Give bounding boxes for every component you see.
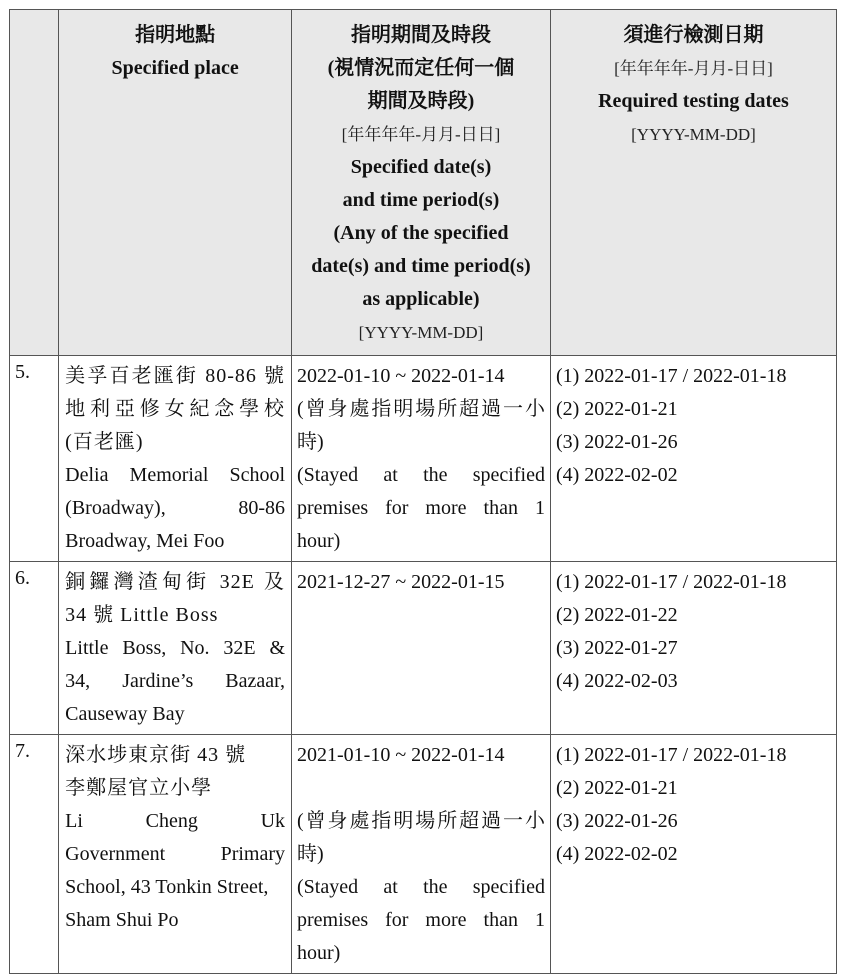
header-period-en-4: date(s) and time period(s) (311, 255, 531, 277)
testing-date: (3) 2022-01-27 (555, 637, 678, 659)
header-place-zh: 指明地點 (135, 24, 216, 46)
period-note-en-line: hour) (297, 942, 341, 964)
header-period-en-3: (Any of the specified (333, 222, 509, 244)
place-zh-line: 美孚百老匯街 80-86 號 (65, 365, 286, 387)
place-en-line: Delia Memorial School (65, 464, 286, 486)
row-number: 7. (10, 735, 59, 974)
header-place-en: Specified place (111, 57, 239, 79)
row-number: 6. (10, 562, 59, 735)
place-en-line: (Broadway), 80-86 (65, 497, 286, 519)
period-note-en-line: premises for more than 1 (297, 497, 545, 519)
period-range: 2022-01-10 ~ 2022-01-14 (297, 365, 505, 387)
place-zh-line: 地利亞修女紀念學校 (65, 398, 286, 420)
testing-date: (3) 2022-01-26 (555, 431, 678, 453)
testing-date: (4) 2022-02-02 (555, 464, 678, 486)
period-note-zh-line: (曾身處指明場所超過一小 (297, 398, 545, 420)
table-row (10, 356, 837, 562)
row-place (59, 735, 292, 974)
place-zh-line: (百老匯) (65, 431, 144, 453)
period-note-zh-line: 時) (297, 843, 324, 865)
header-period-zh-2: (視情況而定任何一個 (327, 57, 515, 79)
period-range: 2021-01-10 ~ 2022-01-14 (297, 744, 505, 766)
place-zh-line: 34 號 Little Boss (65, 604, 219, 626)
row-testing-dates (550, 735, 836, 974)
row-number: 5. (10, 356, 59, 562)
place-zh-line: 深水埗東京街 43 號 (65, 744, 247, 766)
header-dates-zh: 須進行檢測日期 (623, 24, 764, 46)
row-period (292, 735, 551, 974)
header-dates-format-zh: [年年年年-月月-日日] (614, 59, 773, 78)
header-place-cell (59, 10, 292, 356)
place-en-line: Li Cheng Uk (65, 810, 286, 832)
period-note-en-line: hour) (297, 530, 341, 552)
testing-date: (4) 2022-02-03 (555, 670, 678, 692)
period-note-zh-line: 時) (297, 431, 324, 453)
place-en-line: Government Primary (65, 843, 286, 865)
header-period-zh-3: 期間及時段) (367, 90, 475, 112)
header-period-cell (292, 10, 551, 356)
testing-date: (1) 2022-01-17 / 2022-01-18 (555, 744, 787, 766)
place-en-line: School, 43 Tonkin Street, (65, 876, 269, 898)
period-note-en-line: (Stayed at the specified (297, 876, 545, 898)
row-testing-dates (550, 356, 836, 562)
place-en-line: 34, Jardine’s Bazaar, (65, 670, 286, 692)
header-period-format-en: [YYYY-MM-DD] (358, 323, 484, 342)
period-range: 2021-12-27 ~ 2022-01-15 (297, 571, 505, 593)
header-period-format-zh: [年年年年-月月-日日] (341, 125, 501, 144)
row-place (59, 356, 292, 562)
row-place (59, 562, 292, 735)
period-note-en-line: (Stayed at the specified (297, 464, 545, 486)
period-note-en-line: premises for more than 1 (297, 909, 545, 931)
testing-date: (1) 2022-01-17 / 2022-01-18 (555, 571, 787, 593)
place-en-line: Causeway Bay (65, 703, 185, 725)
table-row (10, 562, 837, 735)
row-testing-dates (550, 562, 836, 735)
row-period (292, 356, 551, 562)
specified-places-table (9, 9, 837, 974)
header-period-en-2: and time period(s) (342, 189, 500, 211)
testing-date: (2) 2022-01-22 (555, 604, 678, 626)
header-number-cell (10, 10, 59, 356)
testing-date: (2) 2022-01-21 (555, 777, 678, 799)
testing-date: (1) 2022-01-17 / 2022-01-18 (555, 365, 787, 387)
header-dates-format-en: [YYYY-MM-DD] (631, 125, 756, 144)
header-period-en-1: Specified date(s) (350, 156, 492, 178)
testing-date: (2) 2022-01-21 (555, 398, 678, 420)
place-en-line: Sham Shui Po (65, 909, 179, 931)
header-dates-en: Required testing dates (598, 90, 789, 112)
row-period (292, 562, 551, 735)
period-note-zh-line: (曾身處指明場所超過一小 (297, 810, 545, 832)
table-row (10, 735, 837, 974)
testing-date: (4) 2022-02-02 (555, 843, 678, 865)
place-zh-line: 李鄭屋官立小學 (65, 777, 213, 799)
place-en-line: Broadway, Mei Foo (65, 530, 225, 552)
header-dates-cell (550, 10, 836, 356)
header-period-en-5: as applicable) (362, 288, 480, 310)
table-header (10, 10, 837, 356)
place-en-line: Little Boss, No. 32E & (65, 637, 286, 659)
testing-date: (3) 2022-01-26 (555, 810, 678, 832)
header-period-zh-1: 指明期間及時段 (350, 24, 491, 46)
place-zh-line: 銅鑼灣渣甸街 32E 及 (65, 571, 286, 593)
